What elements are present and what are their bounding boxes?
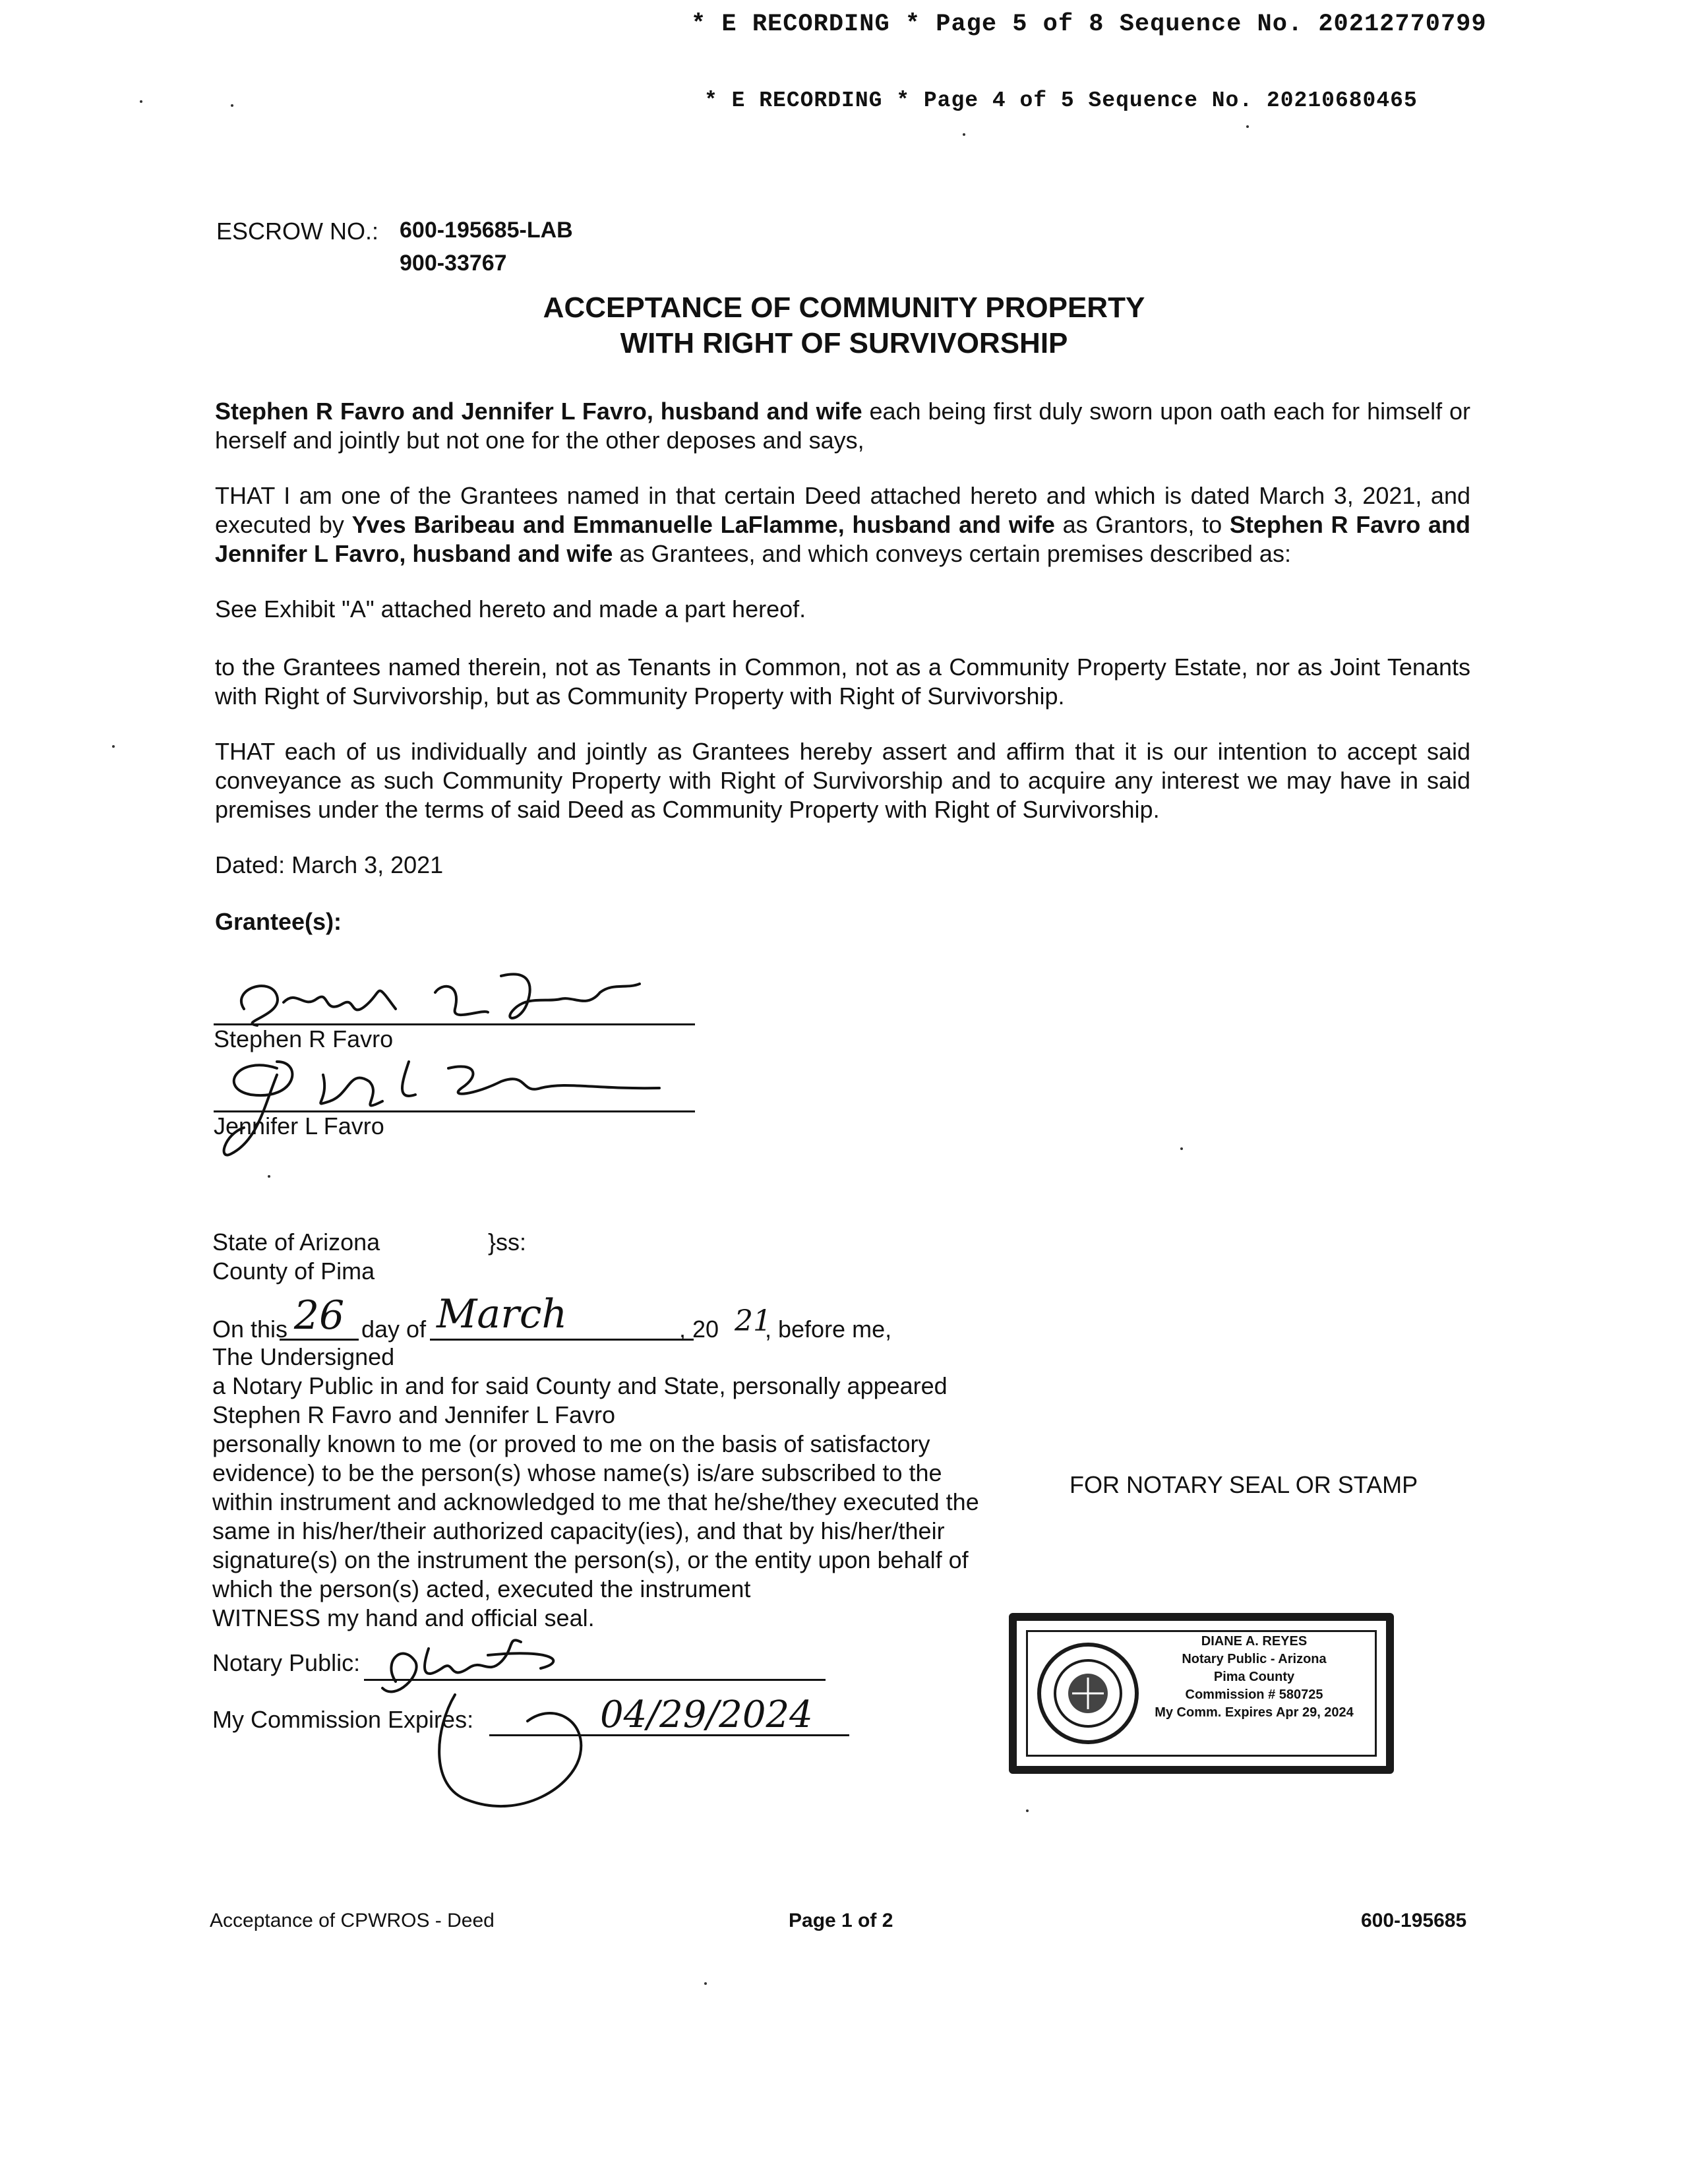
notary-before-me: , before me, <box>765 1316 892 1343</box>
notary-body-2: personally known to me (or proved to me on the basis of satisfactory <box>212 1430 930 1457</box>
seal-text-block <box>1149 1633 1360 1722</box>
notary-undersigned: The Undersigned <box>212 1343 395 1370</box>
scan-speck <box>1246 125 1249 128</box>
notary-day-handwritten: 26 <box>280 1292 359 1341</box>
escrow-number-1: 600-195685-LAB <box>400 218 573 243</box>
grantors-names: Yves Baribeau and Emmanuelle LaFlamme, husband and wife <box>351 511 1055 538</box>
paragraph-tenancy: to the Grantees named therein, not as Tenants in Common, not as a Community Property Estate, nor as Joint Tenants with Right of Survivorship, but as Community Property with Right of Survivorship. <box>215 653 1470 710</box>
footer-document-name: Acceptance of CPWROS - Deed <box>210 1910 495 1931</box>
notary-body-3: evidence) to be the person(s) whose name(s) is/are subscribed to the <box>212 1459 942 1486</box>
footer-page-number: Page 1 of 2 <box>789 1910 893 1931</box>
scan-speck <box>963 133 965 136</box>
notary-county: County of Pima <box>212 1258 375 1285</box>
seal-commission: Commission # 580725 <box>1185 1687 1323 1702</box>
deponents-text: each being first duly sworn upon oath each for himself or herself and jointly but not one for the other deposes and says, <box>215 398 1471 454</box>
deed-text-c: as Grantees, and which conveys certain premises described as: <box>613 540 1291 567</box>
notary-state: State of Arizona <box>212 1228 380 1256</box>
deed-text-b: as Grantors, to <box>1054 511 1230 538</box>
notary-body-7: which the person(s) acted, executed the instrument <box>212 1575 751 1602</box>
paragraph-affirmation: THAT each of us individually and jointly as Grantees hereby assert and affirm that it is our intention to accept said conveyance as such Community Property with Right of Survivorship and to acquire any interest we may have in said premises under the terms of said Deed as Community Property with Right of Survivorship. <box>215 738 1470 823</box>
dated-line: Dated: March 3, 2021 <box>215 851 444 878</box>
notary-body-5: same in his/her/their authorized capacity(ies), and that by his/her/their <box>212 1517 945 1544</box>
notary-year-handwritten: 21 <box>735 1304 771 1338</box>
recording-header-1: * E RECORDING * Page 5 of 8 Sequence No. 20212770799 <box>691 11 1487 38</box>
scan-speck <box>1026 1809 1029 1812</box>
seal-expires: My Comm. Expires Apr 29, 2024 <box>1155 1705 1354 1720</box>
notary-seal-stamp <box>1009 1613 1394 1774</box>
notary-public-label: Notary Public: <box>212 1649 361 1676</box>
notary-appeared-names: Stephen R Favro and Jennifer L Favro <box>212 1401 615 1428</box>
scan-speck <box>112 745 115 748</box>
notary-ss: }ss: <box>488 1228 527 1256</box>
recording-header-2: * E RECORDING * Page 4 of 5 Sequence No. 20210680465 <box>704 88 1418 113</box>
deponents-names: Stephen R Favro and Jennifer L Favro, husband and wife <box>215 398 862 425</box>
notary-body-1: a Notary Public in and for said County and State, personally appeared <box>212 1372 948 1399</box>
signature-jennifer-favro <box>198 1048 673 1167</box>
deed-text-a: THAT I am one of the Grantees named in that certain Deed attached hereto and which is dated March 3, 2021, and executed by <box>215 482 1470 538</box>
footer-file-number: 600-195685 <box>1361 1910 1467 1931</box>
document-title-line-1: ACCEPTANCE OF COMMUNITY PROPERTY <box>543 291 1145 324</box>
seal-county: Pima County <box>1213 1670 1295 1684</box>
paragraph-deponents <box>215 397 1470 455</box>
notary-on-this: On this <box>212 1316 288 1343</box>
notary-body-4: within instrument and acknowledged to me that he/she/they executed the <box>212 1488 979 1515</box>
notary-day-of: day of <box>361 1316 427 1343</box>
paragraph-deed <box>215 481 1470 568</box>
seal-name: DIANE A. REYES <box>1201 1634 1308 1649</box>
document-title-line-2: WITH RIGHT OF SURVIVORSHIP <box>620 327 1068 359</box>
paragraph-exhibit: See Exhibit "A" attached hereto and made a part hereof. <box>215 595 806 622</box>
notary-body-6: signature(s) on the instrument the person(s), or the entity upon behalf of <box>212 1546 969 1573</box>
notary-month-handwritten: March <box>430 1290 694 1341</box>
escrow-label: ESCROW NO.: <box>216 218 379 245</box>
signer-1-name: Stephen R Favro <box>214 1025 394 1052</box>
scan-speck <box>704 1982 707 1985</box>
notary-year-prefix: , 20 <box>679 1316 719 1343</box>
commission-label: My Commission Expires: <box>212 1706 474 1733</box>
commission-date-handwritten: 04/29/2024 <box>600 1693 813 1736</box>
notary-witness: WITNESS my hand and official seal. <box>212 1604 595 1631</box>
grantees-names: Stephen R Favro and Jennifer L Favro, husband and wife <box>215 511 1470 567</box>
signer-2-name: Jennifer L Favro <box>214 1112 384 1139</box>
grantees-label: Grantee(s): <box>215 908 342 935</box>
scan-speck <box>1180 1147 1183 1150</box>
scan-speck <box>268 1175 270 1178</box>
notary-seal-label: FOR NOTARY SEAL OR STAMP <box>1070 1471 1418 1498</box>
seal-title: Notary Public - Arizona <box>1182 1652 1327 1666</box>
escrow-number-2: 900-33767 <box>400 251 507 276</box>
scan-speck <box>231 104 233 107</box>
state-seal-icon <box>1035 1641 1141 1746</box>
scan-speck <box>140 100 142 103</box>
